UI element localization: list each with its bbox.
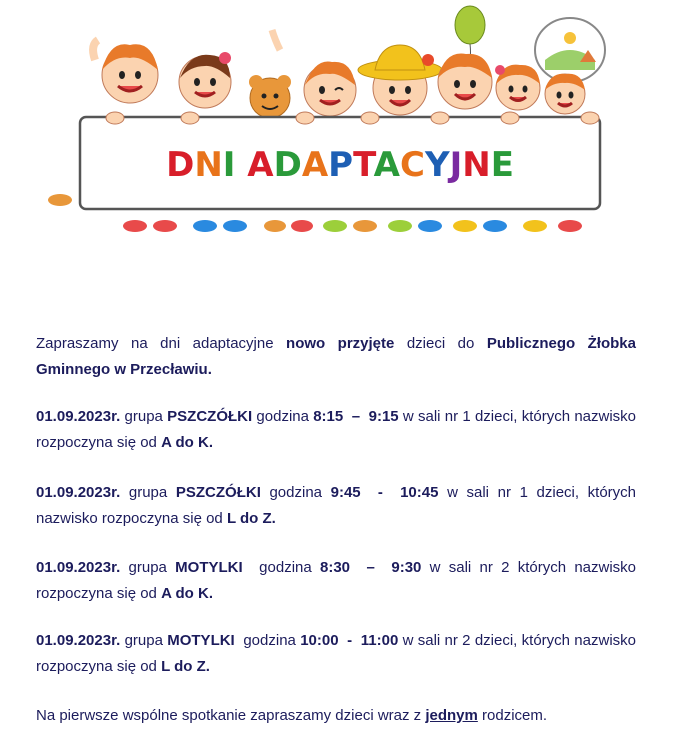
- session-group: MOTYLKI: [167, 632, 235, 649]
- session-range: A do K.: [161, 434, 214, 451]
- session-range: L do Z.: [161, 658, 210, 675]
- title-letter: I: [222, 145, 236, 185]
- title-letter: J: [449, 145, 463, 185]
- session-time: 8:15 – 9:15: [313, 408, 399, 425]
- session-text: w sali nr 1 dzieci, których nazwisko rozpoczyna się od: [36, 484, 636, 527]
- nursery-name: Publicznego Żłobka Gminnego w Przecławiu.: [36, 335, 636, 378]
- title-letter: [235, 145, 247, 185]
- session-group: MOTYLKI: [175, 559, 243, 576]
- closing-paragraph: [36, 703, 636, 729]
- session-text: w sali nr 2 dzieci, których nazwisko rozpoczyna się od: [36, 632, 636, 675]
- intro-bold-new: nowo przyjęte: [286, 335, 395, 352]
- closing-text-2: rodzicem.: [477, 707, 548, 724]
- session-text: grupa: [120, 632, 168, 649]
- session-text: godzina: [234, 632, 301, 649]
- session-date: 01.09.2023r.: [36, 408, 121, 425]
- banner-illustration: [40, 0, 620, 245]
- title-letter: T: [353, 145, 374, 185]
- session-text: grupa: [120, 559, 176, 576]
- title-letter: E: [490, 145, 514, 185]
- title-letter: N: [194, 145, 223, 185]
- session-text: godzina: [260, 484, 331, 501]
- session-paragraph: [36, 404, 636, 456]
- session-text: godzina: [242, 559, 320, 576]
- session-range: L do Z.: [226, 510, 276, 527]
- session-date: 01.09.2023r.: [36, 559, 121, 576]
- session-paragraph: [36, 555, 636, 607]
- session-date: 01.09.2023r.: [36, 484, 121, 501]
- intro-text: Zapraszamy na dni adaptacyjne: [36, 335, 287, 352]
- drawing-frame-icon: [535, 18, 605, 82]
- closing-underlined: jednym: [425, 707, 478, 724]
- title-letter: N: [462, 145, 491, 185]
- session-group: PSZCZÓŁKI: [167, 408, 253, 425]
- page-title: [166, 145, 514, 185]
- session-text: godzina: [252, 408, 314, 425]
- title-letter: C: [399, 145, 425, 185]
- intro-paragraph: [36, 331, 636, 383]
- session-time: 9:45 - 10:45: [330, 484, 439, 501]
- title-letter: P: [328, 145, 354, 185]
- session-time: 8:30 – 9:30: [319, 559, 422, 576]
- session-text: w sali nr 2 których nazwisko rozpoczyna się od: [36, 559, 637, 602]
- children-heads: [93, 30, 585, 118]
- closing-text: Na pierwsze wspólne spotkanie zapraszamy dzieci wraz z: [36, 707, 426, 724]
- intro-text-2: dzieci do: [394, 335, 487, 352]
- session-text: grupa: [120, 484, 176, 501]
- session-text: grupa: [120, 408, 168, 425]
- title-letter: A: [373, 145, 400, 185]
- session-time: 10:00 - 11:00: [300, 632, 399, 649]
- title-letter: Y: [424, 145, 450, 185]
- session-group: PSZCZÓŁKI: [175, 484, 261, 501]
- title-letter: D: [273, 145, 302, 185]
- title-letter: A: [247, 145, 274, 185]
- session-paragraph: [36, 480, 636, 532]
- session-paragraph: [36, 628, 636, 680]
- session-range: A do K.: [161, 585, 214, 602]
- title-letter: A: [301, 145, 329, 185]
- title-letter: D: [166, 145, 195, 185]
- session-date: 01.09.2023r.: [36, 632, 121, 649]
- session-text: w sali nr 1 dzieci, których nazwisko rozpoczyna się od: [36, 408, 637, 451]
